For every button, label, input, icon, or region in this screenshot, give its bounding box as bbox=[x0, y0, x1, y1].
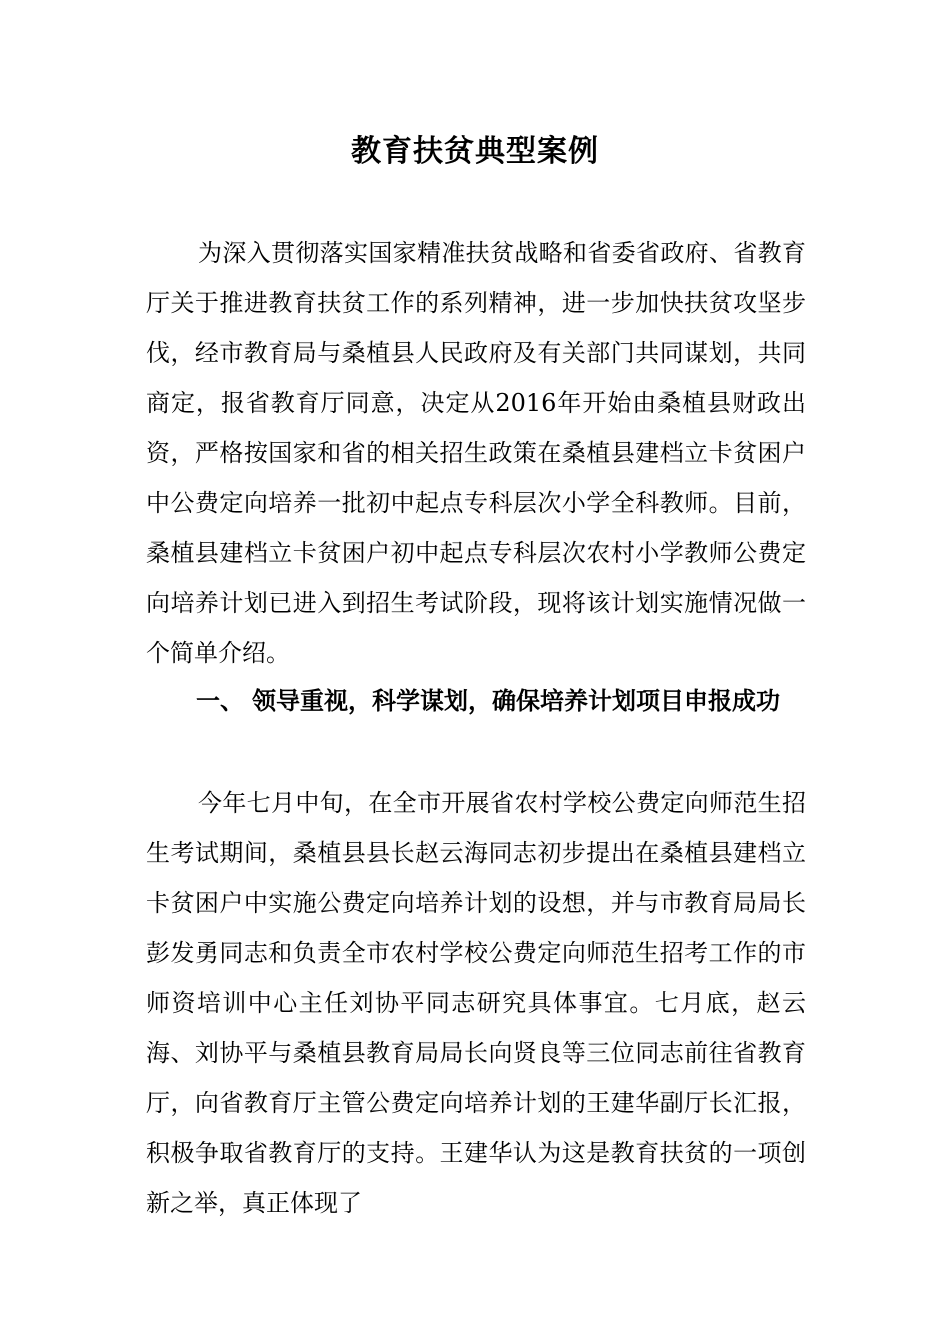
section-heading bbox=[196, 676, 808, 726]
document-title: 教育扶贫典型案例 bbox=[351, 134, 599, 169]
section-paragraph: 今年七月中旬，在全市开展省农村学校公费定向师范生招生考试期间，桑植县县长赵云海同志初步提出在桑植县建档立卡贫困户中实施公费定向培养计划的设想，并与市教育局局长彭发勇同志和负责全市农村学校公费定向师范生招考工作的市师资培训中心主任刘协平同志研究具体事宜。七月底，赵云海、刘协平与桑植县教育局局长向贤良等三位同志前往省教育厅，向省教育厅主管公费定向培养计划的王建华副厅长汇报，积极争取省教育厅的支持。王建华认为这是教育扶贫的一项创新之举，真正体现了 bbox=[146, 789, 806, 1217]
section-number: 一、 bbox=[196, 687, 244, 715]
section-heading-text: 领导重视，科学谋划，确保培养计划项目申报成功 bbox=[252, 687, 780, 715]
intro-paragraph: 为深入贯彻落实国家精准扶贫战略和省委省政府、省教育厅关于推进教育扶贫工作的系列精神，进一步加快扶贫攻坚步伐，经市教育局与桑植县人民政府及有关部门共同谋划，共同商定，报省教育厅同意，决定从2016年开始由桑植县财政出资，严格按国家和省的相关招生政策在桑植县建档立卡贫困户中公费定向培养一批初中起点专科层次小学全科教师。目前，桑植县建档立卡贫困户初中起点专科层次农村小学教师公费定向培养计划已进入到招生考试阶段，现将该计划实施情况做一个简单介绍。 bbox=[146, 239, 806, 667]
